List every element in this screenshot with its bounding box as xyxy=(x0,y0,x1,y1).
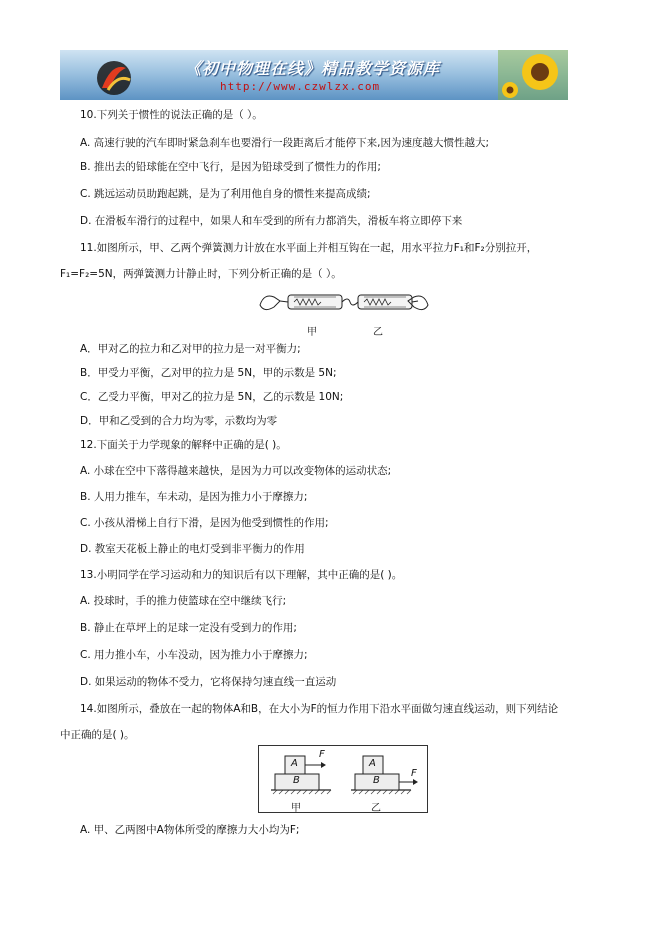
option-10c: C. 跳远运动员助跑起跳，是为了利用他自身的惯性来提高成绩; xyxy=(80,188,371,200)
force-left-label: F xyxy=(319,749,325,760)
figure-14-label-yi: 乙 xyxy=(371,803,381,814)
spring-scale-figure xyxy=(258,283,430,323)
option-12a: A. 小球在空中下落得越来越快，是因为力可以改变物体的运动状态; xyxy=(80,465,392,477)
option-13c: C. 用力推小车，小车没动，因为推力小于摩擦力; xyxy=(80,649,308,661)
option-13b: B. 静止在草坪上的足球一定没有受到力的作用; xyxy=(80,622,297,634)
logo-icon xyxy=(92,54,136,98)
banner-title: 《初中物理在线》精品教学资源库 xyxy=(185,59,441,78)
figure-11-label-yi: 乙 xyxy=(373,327,383,338)
sunflower-icon xyxy=(498,50,568,100)
block-b-left-label: B xyxy=(293,775,300,786)
block-b-right-label: B xyxy=(373,775,380,786)
question-14-line1: 14.如图所示，叠放在一起的物体A和B，在大小为F的恒力作用下沿水平面做匀速直线运动，则下列结论 xyxy=(80,703,559,715)
question-10: 10.下列关于惯性的说法正确的是（ ）。 xyxy=(80,109,263,121)
option-11a: A．甲对乙的拉力和乙对甲的拉力是一对平衡力; xyxy=(80,343,301,355)
question-14-line2: 中正确的是( )。 xyxy=(60,729,135,741)
option-10d: D. 在滑板车滑行的过程中，如果人和车受到的所有力都消失，滑板车将立即停下来 xyxy=(80,215,463,227)
option-10a: A. 高速行驶的汽车即时紧急刹车也要滑行一段距离后才能停下来,因为速度越大惯性越大; xyxy=(80,137,490,149)
figure-14-label-jia: 甲 xyxy=(291,803,301,814)
option-14a: A. 甲、乙两图中A物体所受的摩擦力大小均为F; xyxy=(80,824,300,836)
question-11-line1: 11.如图所示，甲、乙两个弹簧测力计放在水平面上并相互钩在一起，用水平拉力F₁和F₂分别拉开， xyxy=(80,242,538,254)
stacked-blocks-figure xyxy=(258,745,428,813)
option-12b: B. 人用力推车，车未动，是因为推力小于摩擦力; xyxy=(80,491,308,503)
option-11b: B．甲受力平衡，乙对甲的拉力是 5N，甲的示数是 5N; xyxy=(80,367,337,379)
option-12c: C. 小孩从滑梯上自行下滑，是因为他受到惯性的作用; xyxy=(80,517,329,529)
option-10b: B. 推出去的铅球能在空中飞行，是因为铅球受到了惯性力的作用; xyxy=(80,161,381,173)
question-12: 12.下面关于力学现象的解释中正确的是( )。 xyxy=(80,439,287,451)
block-a-left-label: A xyxy=(291,758,298,769)
header-banner xyxy=(60,50,568,100)
block-a-right-label: A xyxy=(369,758,376,769)
question-13: 13.小明同学在学习运动和力的知识后有以下理解，其中正确的是( )。 xyxy=(80,569,403,581)
option-12d: D. 教室天花板上静止的电灯受到非平衡力的作用 xyxy=(80,543,305,555)
option-13d: D. 如果运动的物体不受力，它将保持匀速直线一直运动 xyxy=(80,676,337,688)
option-11c: C．乙受力平衡，甲对乙的拉力是 5N，乙的示数是 10N; xyxy=(80,391,344,403)
force-right-label: F xyxy=(411,768,417,779)
question-11-line2: F₁=F₂=5N，两弹簧测力计静止时，下列分析正确的是（ ）。 xyxy=(60,268,342,280)
option-13a: A. 投球时，手的推力使篮球在空中继续飞行; xyxy=(80,595,287,607)
banner-url: http://www.czwlzx.com xyxy=(220,80,381,93)
figure-11-label-jia: 甲 xyxy=(307,327,317,338)
option-11d: D．甲和乙受到的合力均为零，示数均为零 xyxy=(80,415,278,427)
